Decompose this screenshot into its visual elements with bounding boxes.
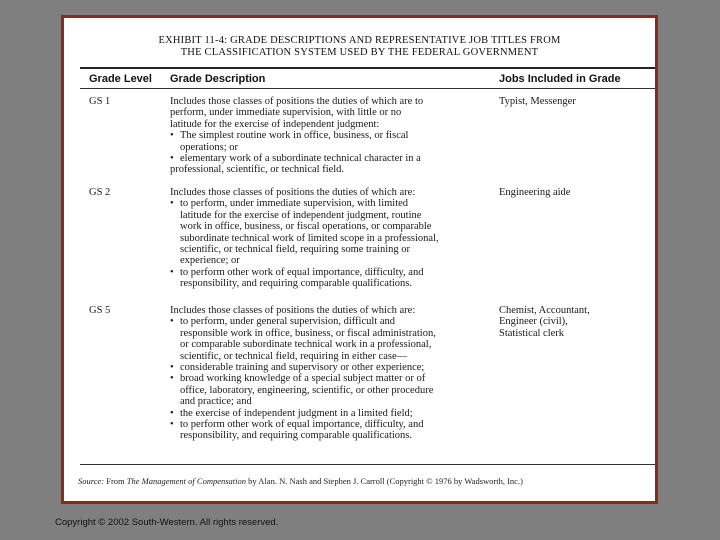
bullet-icon: • <box>170 407 174 419</box>
jobs-cell <box>499 305 649 339</box>
job-title: Chemist, Accountant, <box>499 305 590 316</box>
description-line: or comparable subordinate technical work in a professional, <box>180 339 432 351</box>
description-line: Includes those classes of positions the duties of which are: <box>170 305 416 316</box>
description-line: scientific, or technical field, requiring in either case— <box>180 350 408 362</box>
bullet-icon: • <box>170 198 174 210</box>
copyright-notice: Copyright © 2002 South-Western. All rights reserved. <box>55 517 279 528</box>
description-line: latitude for the exercise of independent judgment: <box>170 118 380 130</box>
source-note <box>78 476 523 486</box>
description-line: • considerable training and supervisory or other experience; <box>170 362 425 374</box>
bullet-icon: • <box>170 419 174 431</box>
source-book-title: The Management of Compensation <box>126 476 247 486</box>
description-line: experience; or <box>180 255 240 267</box>
description-line: perform, under immediate supervision, with little or no <box>170 107 402 119</box>
description-line: responsible work in office, business, or fiscal administration, <box>180 327 436 339</box>
bullet-icon: • <box>170 373 174 385</box>
bullet-icon: • <box>170 266 174 278</box>
bullet-icon: • <box>170 130 174 142</box>
description-line: latitude for the exercise of independent judgment, routine <box>180 209 422 221</box>
footer-rule <box>80 464 655 465</box>
exhibit-frame <box>61 15 658 504</box>
header-grade-description: Grade Description <box>170 73 266 85</box>
source-from: From <box>104 476 127 486</box>
bullet-icon: • <box>170 362 174 374</box>
grade-level-cell: GS 5 <box>89 305 111 316</box>
top-rule <box>80 67 655 69</box>
description-line: scientific, or technical field, requiring some training or <box>180 244 411 256</box>
description-line: • broad working knowledge of a special subject matter or of <box>170 373 426 385</box>
jobs-cell <box>499 96 649 107</box>
description-line: • to perform, under immediate supervision, with limited <box>170 198 409 210</box>
description-line: responsibility, and requiring comparable qualifications. <box>180 278 413 290</box>
description-line: operations; or <box>180 141 239 153</box>
description-line: and practice; and <box>180 396 252 408</box>
source-rest: by Alan. N. Nash and Stephen J. Carroll (Copyright © 1976 by Wadsworth, Inc.) <box>246 476 523 486</box>
header-grade-level: Grade Level <box>89 73 152 85</box>
bullet-icon: • <box>170 153 174 165</box>
header-rule <box>80 88 655 89</box>
description-line: subordinate technical work of limited scope in a professional, <box>180 232 439 244</box>
description-line: office, laboratory, engineering, scientific, or other procedure <box>180 384 434 396</box>
description-line: Includes those classes of positions the duties of which are: <box>170 187 416 198</box>
job-title: Statistical clerk <box>499 327 565 339</box>
description-line: • to perform other work of equal importance, difficulty, and <box>170 419 424 431</box>
description-line: • The simplest routine work in office, business, or fiscal <box>170 130 409 142</box>
job-title: Typist, Messenger <box>499 96 576 107</box>
title-line-2: THE CLASSIFICATION SYSTEM USED BY THE FEDERAL GOVERNMENT <box>180 47 539 58</box>
job-title: Engineering aide <box>499 187 571 198</box>
description-line: • to perform other work of equal importance, difficulty, and <box>170 266 424 278</box>
description-line: responsibility, and requiring comparable qualifications. <box>180 430 413 442</box>
description-line: • to perform, under general supervision, difficult and <box>170 316 395 328</box>
header-jobs: Jobs Included in Grade <box>499 73 621 85</box>
description-line: work in office, business, or fiscal operations, or comparable <box>180 221 432 233</box>
jobs-cell <box>499 187 649 198</box>
grade-level-cell: GS 2 <box>89 187 111 198</box>
exhibit-title <box>64 35 655 59</box>
description-line: • the exercise of independent judgment in a limited field; <box>170 407 413 419</box>
description-line: Includes those classes of positions the duties of which are to <box>170 96 424 107</box>
source-prefix: Source: <box>78 476 105 486</box>
grade-level-cell: GS 1 <box>89 96 111 107</box>
grade-description-cell <box>170 96 490 176</box>
grade-description-cell <box>170 305 490 442</box>
description-line: professional, scientific, or technical field. <box>170 164 345 176</box>
grade-description-cell <box>170 187 490 290</box>
job-title: Engineer (civil), <box>499 316 568 328</box>
bullet-icon: • <box>170 316 174 328</box>
description-line: • elementary work of a subordinate technical character in a <box>170 153 421 165</box>
title-line-1: EXHIBIT 11-4: GRADE DESCRIPTIONS AND REPRESENTATIVE JOB TITLES FROM <box>158 35 561 46</box>
